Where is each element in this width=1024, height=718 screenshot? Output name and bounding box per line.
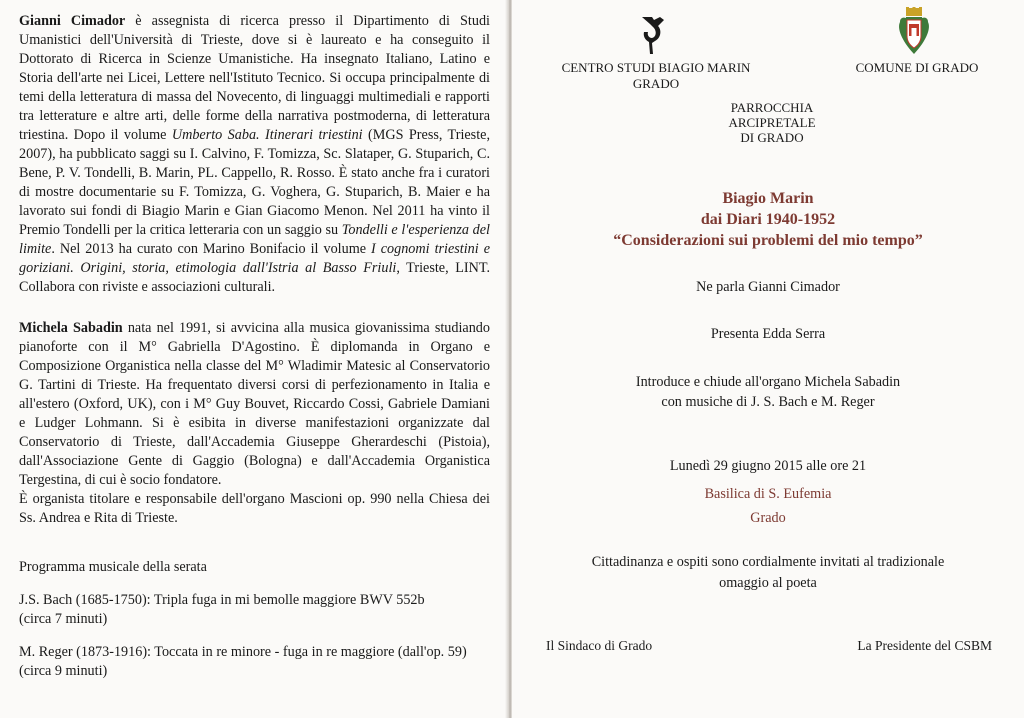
program-title: Programma musicale della serata xyxy=(19,559,207,575)
event-venue-line-2: Grado xyxy=(750,510,786,526)
event-title-line-1: Biagio Marin xyxy=(722,190,814,207)
event-title-line-2: dai Diari 1940-1952 xyxy=(700,211,836,228)
bio-sabadin-name: Michela Sabadin xyxy=(19,320,123,336)
grado-coat-of-arms-icon xyxy=(897,6,931,56)
program-item xyxy=(19,643,490,681)
event-venue xyxy=(572,482,964,530)
invitation-text xyxy=(552,552,984,594)
organist-intro xyxy=(552,372,984,412)
invitation-line-1: Cittadinanza e ospiti sono cordialmente invitati al tradizionale xyxy=(591,554,945,570)
csbm-name-line-1: CENTRO STUDI BIAGIO MARIN xyxy=(561,60,751,75)
organist-intro-line-1: Introduce e chiude all'organo Michela Sabadin xyxy=(635,374,901,390)
program-item xyxy=(19,591,490,629)
bio-cimador xyxy=(19,12,490,297)
program-item-duration: (circa 7 minuti) xyxy=(19,611,108,627)
parish-name xyxy=(672,100,872,145)
bio-cimador-name: Gianni Cimador xyxy=(19,13,126,29)
csbm-name-line-2: GRADO xyxy=(632,76,680,91)
bio-cimador-text-1: è assegnista di ricerca presso il Dipartimento di Studi Umanistici dell'Università di Trieste, dove si è laureato e ha conseguito il Dottorato di Ricerca in Scienze Umanistiche. Ha insegnato Italiano, Latino e Storia dell'arte nei Licei, Lettere nell'Istituto Tecnico. Si occupa principalmente di temi della letteratura di massa del Novecento, di linguaggi multimediali e rapporti tra letterature e altre arti, delle forme della narrativa postmoderna, di letteratura triestina. Dopo il volume xyxy=(19,13,490,143)
left-page xyxy=(0,0,508,718)
program-item-work: M. Reger (1873-1916): Toccata in re minore - fuga in re maggiore (dall'op. 59) xyxy=(19,644,467,660)
bio-cimador-text-4: , Trieste, LINT. Collabora con riviste e associazioni culturali. xyxy=(19,260,490,295)
invitation-line-2: omaggio al poeta xyxy=(719,575,817,591)
signature-president: La Presidente del CSBM xyxy=(857,638,992,653)
csbm-name xyxy=(556,60,756,92)
comune-name: COMUNE DI GRADO xyxy=(855,60,979,75)
event-date: Lunedì 29 giugno 2015 alle ore 21 xyxy=(669,458,867,474)
event-venue-line-1: Basilica di S. Eufemia xyxy=(704,486,832,502)
program-item-work: J.S. Bach (1685-1750): Tripla fuga in mi bemolle maggiore BWV 552b xyxy=(19,592,425,608)
csbm-logo xyxy=(638,14,668,56)
bio-sabadin-text: nata nel 1991, si avvicina alla musica giovanissima studiando pianoforte con il M° Gabriella D'Agostino. È diplomanda in Organo e Composizione Organistica nella classe del M° Wladimir Matesic al Conservatorio G. Tartini di Trieste. Ha frequentato diversi corsi di perfezionamento in Italia e all'estero (Oxford, UK), con i M° Guy Bouvet, Riccardo Cossi, Gabriele Damiani e Ludger Lohmann. Si è esibita in diverse manifestazioni organizzate dal Conservatorio di Trieste, dall'Accademia Giuseppe Gherardeschi (Pistoia), dall'Associazione Gente di Gaggio (Bologna) e dall'Accademia Organistica Tergestina, di cui è socio fondatore. xyxy=(19,320,490,488)
organist-intro-line-2: con musiche di J. S. Bach e M. Reger xyxy=(661,394,875,410)
bio-cimador-book-2: Tondelli e l'esperienza del limite xyxy=(19,222,490,257)
bio-sabadin xyxy=(19,319,490,490)
parish-line-1: PARROCCHIA xyxy=(730,100,814,115)
right-page xyxy=(512,0,1024,718)
presenter-line: Presenta Edda Serra xyxy=(710,326,826,342)
bio-cimador-book-1: Umberto Saba. Itinerari triestini xyxy=(171,127,363,143)
bio-cimador-text-2: (MGS Press, Trieste, 2007), ha pubblicato saggi su I. Calvino, F. Tomizza, Sc. Slataper, G. Stuparich, C. Bene, P. V. Tondelli, B. Marin, PL. Cappello, R. Rosso. È stato anche fra i curatori di mostre documentarie su F. Tomizza, G. Voghera, G. Stuparich, B. Maier e ha lavorato sui fondi di Biagio Marin e Gian Giacomo Menon. Nel 2011 ha vinto il Premio Tondelli per la critica letteraria con un saggio su xyxy=(19,127,490,238)
signature-mayor: Il Sindaco di Grado xyxy=(546,638,653,653)
event-title-line-3: “Considerazioni sui problemi del mio tempo” xyxy=(613,232,923,249)
bio-cimador-book-3: I cognomi triestini e goriziani. Origini, storia, etimologia dall'Istria al Basso Friuli xyxy=(19,241,490,276)
event-title xyxy=(552,188,984,251)
parish-line-2: ARCIPRETALE xyxy=(728,115,816,130)
program-item-duration: (circa 9 minuti) xyxy=(19,663,108,679)
parish-line-3: DI GRADO xyxy=(740,130,804,145)
bio-cimador-text-3: . Nel 2013 ha curato con Marino Bonifacio il volume xyxy=(51,241,372,257)
bio-sabadin-text-2: È organista titolare e responsabile dell'organo Mascioni op. 990 nella Chiesa dei Ss. Andrea e Rita di Trieste. xyxy=(19,491,490,526)
speaker-line: Ne parla Gianni Cimador xyxy=(696,279,840,295)
